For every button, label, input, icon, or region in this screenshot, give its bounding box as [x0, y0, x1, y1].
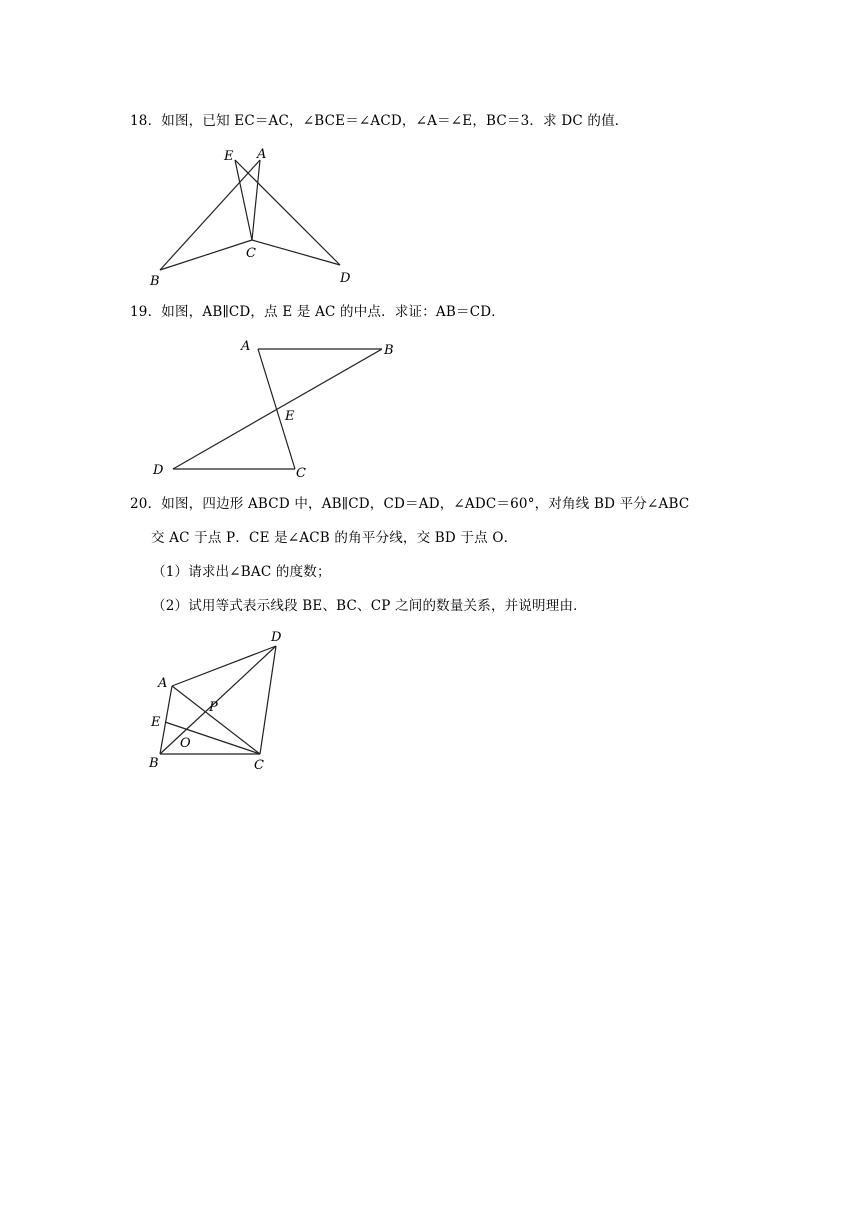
label-A: A	[241, 339, 251, 354]
label-O: O	[180, 736, 191, 751]
label-P: P	[209, 700, 218, 715]
label-C: C	[254, 758, 264, 773]
label-A: A	[257, 147, 267, 162]
question-19-figure	[145, 332, 405, 482]
question-20-subquestion-2: （2）试用等式表示线段 BE、BC、CP 之间的数量关系，并说明理由．	[152, 598, 587, 614]
label-E: E	[285, 409, 295, 424]
label-D: D	[153, 463, 164, 478]
segment-AC	[252, 160, 260, 240]
label-B: B	[384, 343, 394, 358]
question-20-subquestion-1: （1）请求出∠BAC 的度数；	[152, 564, 331, 580]
label-D: D	[340, 271, 351, 286]
label-E: E	[151, 715, 161, 730]
question-20-text-line2: 交 AC 于点 P．CE 是∠ACB 的角平分线，交 BD 于点 O．	[151, 530, 518, 546]
question-20-text-line1: 20．如图，四边形 ABCD 中，AB∥CD，CD＝AD，∠ADC＝60°，对角线 BD 平分∠ABC	[130, 496, 690, 512]
label-C: C	[296, 466, 306, 481]
label-A: A	[158, 676, 168, 691]
question-19-text: 19．如图，AB∥CD，点 E 是 AC 的中点．求证：AB＝CD．	[130, 304, 505, 320]
question-18-text: 18．如图，已知 EC＝AC，∠BCE＝∠ACD，∠A＝∠E，BC＝3．求 DC 的值．	[130, 113, 629, 129]
segment-BD	[173, 349, 382, 469]
segment-AD	[172, 646, 276, 686]
segment-DC	[260, 646, 276, 754]
segment-BD	[160, 646, 276, 754]
label-C: C	[246, 246, 256, 261]
label-E: E	[224, 149, 234, 164]
label-D: D	[271, 630, 282, 645]
question-18-figure	[140, 140, 370, 290]
question-20-figure	[140, 622, 300, 777]
label-B: B	[149, 756, 159, 771]
label-B: B	[150, 274, 160, 289]
